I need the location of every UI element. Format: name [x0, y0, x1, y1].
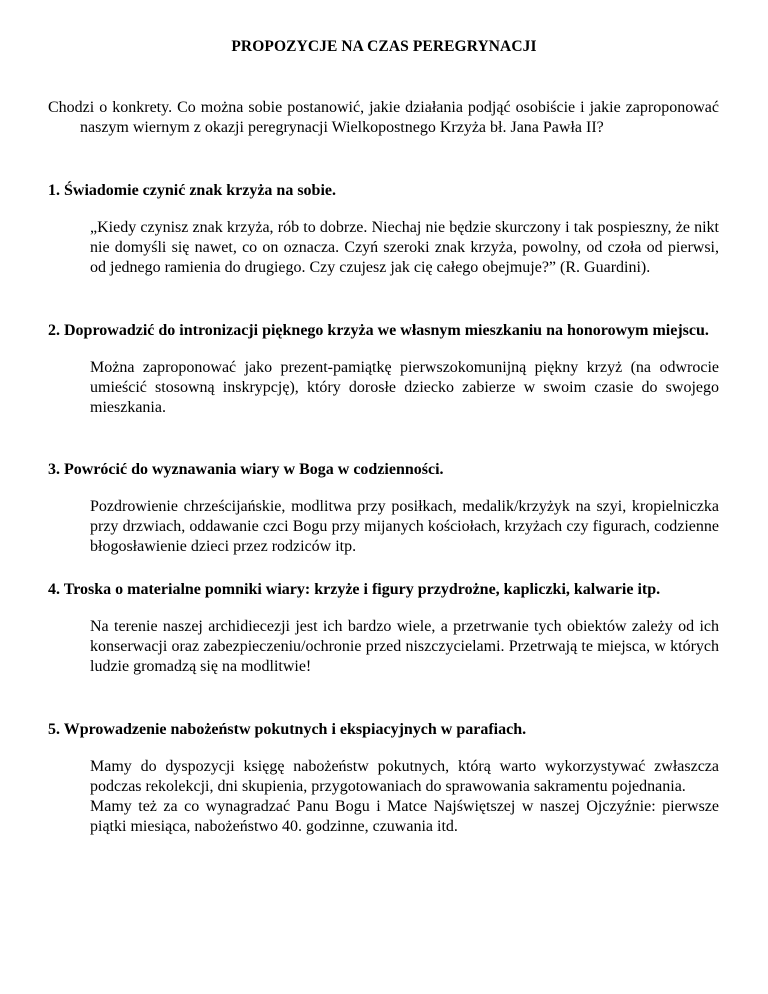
section-1	[48, 181, 719, 278]
section-heading: 1. Świadomie czynić znak krzyża na sobie.	[48, 182, 336, 199]
section-4	[48, 580, 719, 677]
section-body	[90, 497, 719, 557]
section-heading: 3. Powrócić do wyznawania wiary w Boga w codzienności.	[48, 461, 444, 478]
section-paragraph: Mamy do dyspozycji księgę nabożeństw pokutnych, którą warto wykorzystywać zwłaszcza podczas rekolekcji, dni skupienia, przygotowaniach do sprawowania sakramentu pojednania.	[90, 758, 719, 795]
section-paragraph: Mamy też za co wynagradzać Panu Bogu i Matce Najświętszej w naszej Ojczyźnie: pierwsze piątki miesiąca, nabożeństwo 40. godzinne, czuwania itd.	[90, 798, 719, 835]
section-5	[48, 720, 719, 837]
section-paragraph: Pozdrowienie chrześcijańskie, modlitwa przy posiłkach, medalik/krzyżyk na szyi, kropielniczka przy drzwiach, oddawanie czci Bogu przy mijanych kościołach, krzyżach czy figurach, codzienne błogosławienie dzieci przez rodziców itp.	[90, 498, 719, 555]
section-paragraph: „Kiedy czynisz znak krzyża, rób to dobrze. Niechaj nie będzie skurczony i tak pospieszny, że nikt nie domyśli się nawet, co on oznacza. Czyń szeroki znak krzyża, powolny, od czoła od pierwsi, od jednego ramienia do drugiego. Czy czujesz jak cię całego obejmuje?” (R. Guardini).	[90, 219, 719, 276]
section-body	[90, 617, 719, 677]
document-title: PROPOZYCJE NA CZAS PEREGRYNACJI	[231, 38, 537, 55]
section-body	[90, 218, 719, 278]
section-paragraph: Można zaproponować jako prezent-pamiątkę pierwszokomunijną piękny krzyż (na odwrocie umieścić stosowną inskrypcję), który dorosłe dziecko zabierze w swoim czasie do swojego mieszkania.	[90, 359, 719, 416]
section-body	[90, 757, 719, 837]
section-heading: 4. Troska o materialne pomniki wiary: krzyże i figury przydrożne, kapliczki, kalwarie itp.	[48, 581, 661, 598]
section-body	[90, 358, 719, 418]
section-heading: 2. Doprowadzić do intronizacji pięknego krzyża we własnym mieszkaniu na honorowym miejscu.	[48, 322, 709, 339]
section-paragraph: Na terenie naszej archidiecezji jest ich bardzo wiele, a przetrwanie tych obiektów zależy od ich konserwacji oraz zabezpieczeniu/ochronie przed niszczycielami. Przetrwają te miejsca, w których ludzie gromadzą się na modlitwie!	[90, 618, 719, 675]
section-2	[48, 321, 719, 418]
section-heading: 5. Wprowadzenie nabożeństw pokutnych i ekspiacyjnych w parafiach.	[48, 721, 527, 738]
intro-paragraph: Chodzi o konkrety. Co można sobie postanowić, jakie działania podjąć osobiście i jakie zaproponować naszym wiernym z okazji peregrynacji Wielkopostnego Krzyża bł. Jana Pawła II?	[48, 99, 719, 136]
section-3	[48, 460, 719, 557]
